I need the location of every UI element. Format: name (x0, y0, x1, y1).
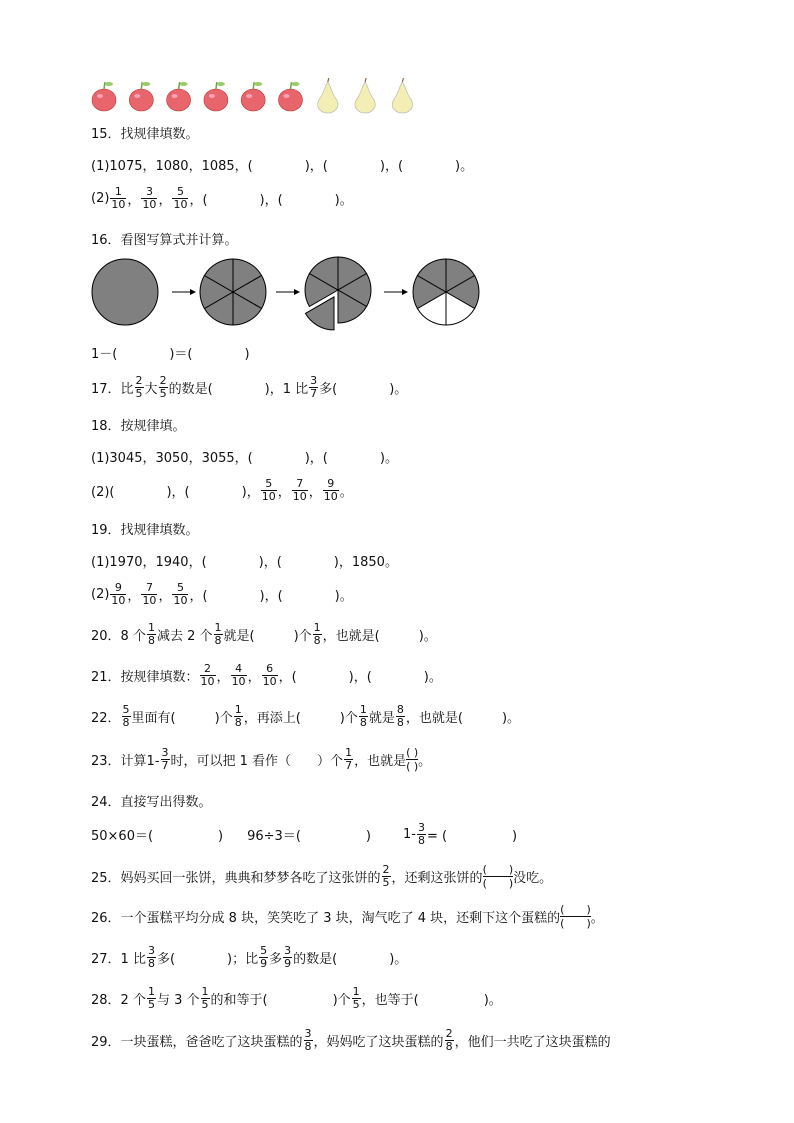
q16-title-text: 16．看图写算式并计算。 (91, 233, 238, 248)
frac-den: 10 (142, 594, 157, 607)
blank-fraction[interactable] (560, 903, 591, 930)
frac-num: 2 (445, 1027, 453, 1040)
frac-num: 4 (235, 662, 243, 675)
text: 20．8 个 (91, 629, 146, 644)
expr-3-a: 1- (402, 827, 416, 842)
text: ，也就是( )。 (405, 711, 521, 726)
blank-num: ( ) (406, 746, 419, 759)
fraction (147, 986, 156, 1011)
q19-part1 (91, 551, 398, 570)
frac-den: 8 (313, 634, 321, 647)
fraction (396, 704, 405, 729)
apple-icon (204, 82, 228, 111)
expr-2: 96÷3＝( ) (247, 829, 371, 844)
frac-num: 1 (114, 185, 122, 198)
text: 。 (590, 911, 604, 926)
fraction (445, 1028, 454, 1053)
text: 多( )。 (319, 382, 408, 397)
fraction (147, 622, 156, 647)
apple-icon (167, 82, 191, 111)
q15-part1 (91, 155, 473, 174)
frac-num: 1 (214, 621, 222, 634)
frac-num: 6 (266, 662, 274, 675)
blank-den: ( ) (560, 917, 591, 930)
frac-den: 9 (260, 957, 268, 970)
text: 没吃。 (513, 871, 553, 886)
pear-icon (318, 78, 338, 113)
fraction (110, 186, 126, 211)
frac-den: 10 (261, 490, 276, 503)
fraction (259, 945, 268, 970)
text: 21．按规律填数： (91, 670, 199, 685)
text: 减去 2 个 (156, 629, 213, 644)
text: ，妈妈吃了这块蛋糕的 (313, 1035, 444, 1050)
text: ，也就是 (354, 754, 407, 769)
fraction (159, 375, 168, 400)
q18-part2: (2)( )，( )， $\frac{5}{10}$ ， $\frac{7}{10}$ ， $\frac{9}{10}$ 。 (91, 477, 353, 503)
frac-num: 9 (327, 477, 335, 490)
frac-num: 3 (417, 821, 425, 834)
fraction (201, 986, 210, 1011)
text: 时，可以把 1 看作（ ）个 (170, 754, 344, 769)
blank-den: ( ) (482, 877, 514, 890)
text: 23．计算1- (91, 754, 160, 769)
q26 (91, 903, 604, 930)
blank-den: ( ) (406, 760, 419, 773)
text: 就是 (368, 711, 395, 726)
frac-num: 7 (296, 477, 304, 490)
fraction (141, 186, 157, 211)
fruits-image (90, 78, 420, 114)
fraction (262, 663, 278, 688)
frac-num: 1 (352, 985, 360, 998)
fraction (147, 945, 156, 970)
frac-den: 8 (304, 1040, 312, 1053)
fraction (231, 663, 247, 688)
fraction (382, 864, 391, 889)
whole-circle (92, 259, 158, 325)
frac-den: 8 (445, 1040, 453, 1053)
fraction (200, 663, 216, 688)
fraction (122, 704, 131, 729)
fraction (344, 747, 353, 772)
fraction (359, 704, 368, 729)
arrow-icon (384, 289, 408, 295)
blank-fraction[interactable] (406, 746, 418, 773)
q29 (91, 1028, 611, 1053)
frac-den: 8 (417, 834, 425, 847)
frac-den: 10 (231, 675, 246, 688)
q28 (91, 986, 502, 1011)
apple-icon (129, 82, 153, 111)
frac-num: 1 (201, 985, 209, 998)
text: 。 (339, 485, 353, 500)
frac-den: 8 (147, 634, 155, 647)
text: 22． (91, 711, 121, 726)
frac-den: 8 (234, 716, 242, 729)
frac-num: 1 (234, 703, 242, 716)
q15-p2-suffix: ，( )，( )。 (189, 193, 353, 208)
q16-eq-text: 1－( )＝( ) (91, 347, 250, 362)
text: ，还剩这张饼的 (391, 871, 483, 886)
fraction (417, 822, 426, 847)
apple-icon (241, 82, 265, 111)
text: 28．2 个 (91, 993, 146, 1008)
pie-one-removed (305, 257, 371, 330)
frac-den: 5 (135, 387, 143, 400)
frac-den: 5 (352, 998, 360, 1011)
blank-fraction[interactable] (483, 863, 514, 890)
frac-num: 3 (145, 185, 153, 198)
frac-den: 10 (323, 490, 338, 503)
q15-p2-prefix: (2) (91, 191, 110, 206)
text: ，( )，( )。 (189, 589, 353, 604)
pie-two-white (413, 259, 479, 325)
frac-num: 1 (359, 703, 367, 716)
text: ，( )，( )。 (278, 670, 442, 685)
frac-den: 8 (359, 716, 367, 729)
pear-icon (392, 78, 412, 113)
q24-exprs (91, 822, 517, 847)
q22 (91, 704, 520, 729)
q24-title (91, 791, 212, 810)
q16-equation (91, 343, 250, 362)
text: 19．找规律填数。 (91, 523, 199, 538)
frac-num: 5 (260, 944, 268, 957)
frac-num: 5 (265, 477, 273, 490)
q15-p1-text: (1)1075，1080，1085，( )，( )，( )。 (91, 159, 474, 174)
frac-num: 5 (176, 185, 184, 198)
frac-den: 5 (382, 876, 390, 889)
frac-num: 2 (204, 662, 212, 675)
frac-den: 10 (292, 490, 307, 503)
text: ，也等于( )。 (361, 993, 502, 1008)
q21: 21．按规律填数： $\frac{2}{10}$ ， $\frac{4}{10}$ ， $\frac{6}{10}$ ，( )，( )。 (91, 662, 442, 688)
expr-1: 50×60＝( ) (91, 829, 224, 844)
q23 (91, 746, 431, 773)
blank-num: ( ) (560, 903, 591, 916)
frac-num: 1 (147, 985, 155, 998)
text: ，也就是( )。 (322, 629, 437, 644)
frac-den: 7 (161, 759, 169, 772)
fraction (352, 986, 361, 1011)
text: 17．比 (91, 382, 134, 397)
q27 (91, 945, 407, 970)
frac-num: 1 (147, 621, 155, 634)
pie-six-parts (200, 259, 266, 325)
text: ，再添上( )个 (243, 711, 358, 726)
q20 (91, 622, 437, 647)
frac-den: 10 (200, 675, 215, 688)
text: (2) (91, 587, 110, 602)
frac-num: 7 (145, 581, 153, 594)
frac-num: 8 (396, 703, 404, 716)
frac-num: 3 (310, 374, 318, 387)
frac-den: 10 (111, 594, 126, 607)
fraction (304, 1028, 313, 1053)
q15-part2: (2) $\frac{1}{10}$ ， $\frac{3}{10}$ ， $\frac{5}{10}$ ，( )，( )。 (91, 185, 353, 211)
q15-title (91, 123, 199, 142)
q19-title (91, 519, 199, 538)
q19-part2: (2) $\frac{9}{10}$ ， $\frac{7}{10}$ ， $\frac{5}{10}$ ，( )，( )。 (91, 581, 353, 607)
q17 (91, 375, 407, 400)
frac-den: 7 (345, 759, 353, 772)
fraction (110, 582, 126, 607)
frac-num: 2 (159, 374, 167, 387)
frac-den: 5 (201, 998, 209, 1011)
fraction (141, 582, 157, 607)
text: 大 (144, 382, 158, 397)
frac-num: 5 (122, 703, 130, 716)
text: 26．一个蛋糕平均分成 8 块，笑笑吃了 3 块，淘气吃了 4 块，还剩下这个蛋糕的 (91, 911, 561, 926)
text: 就是( )个 (223, 629, 312, 644)
fraction (161, 747, 170, 772)
frac-den: 8 (147, 957, 155, 970)
text: 多( )；比 (156, 952, 259, 967)
frac-num: 3 (304, 1027, 312, 1040)
fraction (234, 704, 243, 729)
text: 29．一块蛋糕，爸爸吃了这块蛋糕的 (91, 1035, 303, 1050)
q25 (91, 863, 552, 890)
frac-num: 1 (345, 746, 353, 759)
fraction (323, 478, 339, 503)
text: 27．1 比 (91, 952, 146, 967)
text: 18．按规律填。 (91, 419, 186, 434)
q18-title (91, 415, 186, 434)
fraction (313, 622, 322, 647)
fraction (172, 582, 188, 607)
frac-den: 7 (310, 387, 318, 400)
frac-den: 10 (262, 675, 277, 688)
frac-num: 5 (176, 581, 184, 594)
fraction (292, 478, 308, 503)
text: 里面有( )个 (131, 711, 233, 726)
text: (1)1970，1940，( )，( )，1850。 (91, 555, 398, 570)
frac-num: 2 (382, 863, 390, 876)
frac-den: 8 (396, 716, 404, 729)
text: 的和等于( )个 (210, 993, 351, 1008)
fraction (214, 622, 223, 647)
text: 25．妈妈买回一张饼，典典和梦梦各吃了这张饼的 (91, 871, 381, 886)
q16-title (91, 229, 238, 248)
fraction (261, 478, 277, 503)
fraction (309, 375, 318, 400)
frac-den: 8 (122, 716, 130, 729)
frac-num: 9 (114, 581, 122, 594)
frac-num: 1 (313, 621, 321, 634)
frac-den: 10 (111, 198, 126, 211)
frac-den: 9 (284, 957, 292, 970)
text: ，他们一共吃了这块蛋糕的 (454, 1035, 611, 1050)
fraction (283, 945, 292, 970)
text: (2)( )，( )， (91, 485, 260, 500)
apple-icon (279, 82, 303, 111)
q15-title-text: 15．找规律填数。 (91, 127, 199, 142)
pear-icon (355, 78, 375, 113)
fraction (172, 186, 188, 211)
text: 多 (269, 952, 283, 967)
text: (1)3045，3050，3055，( )，( )。 (91, 451, 398, 466)
q18-part1 (91, 447, 398, 466)
text: 的数是( )，1 比 (168, 382, 309, 397)
frac-den: 10 (173, 198, 188, 211)
text: 的数是( )。 (293, 952, 408, 967)
frac-den: 5 (159, 387, 167, 400)
frac-den: 5 (147, 998, 155, 1011)
pie-sequence-figure (90, 255, 490, 335)
frac-den: 8 (214, 634, 222, 647)
expr-3-b: = ( ) (426, 829, 518, 844)
frac-num: 3 (161, 746, 169, 759)
fraction (135, 375, 144, 400)
arrow-icon (276, 289, 300, 295)
frac-num: 3 (147, 944, 155, 957)
arrow-icon (172, 289, 196, 295)
frac-num: 3 (284, 944, 292, 957)
apple-icon (92, 82, 116, 111)
text: 与 3 个 (156, 993, 200, 1008)
frac-den: 10 (142, 198, 157, 211)
blank-num: ( ) (482, 863, 514, 876)
text: 。 (418, 754, 432, 769)
frac-num: 2 (135, 374, 143, 387)
frac-den: 10 (173, 594, 188, 607)
text: 24．直接写出得数。 (91, 795, 212, 810)
